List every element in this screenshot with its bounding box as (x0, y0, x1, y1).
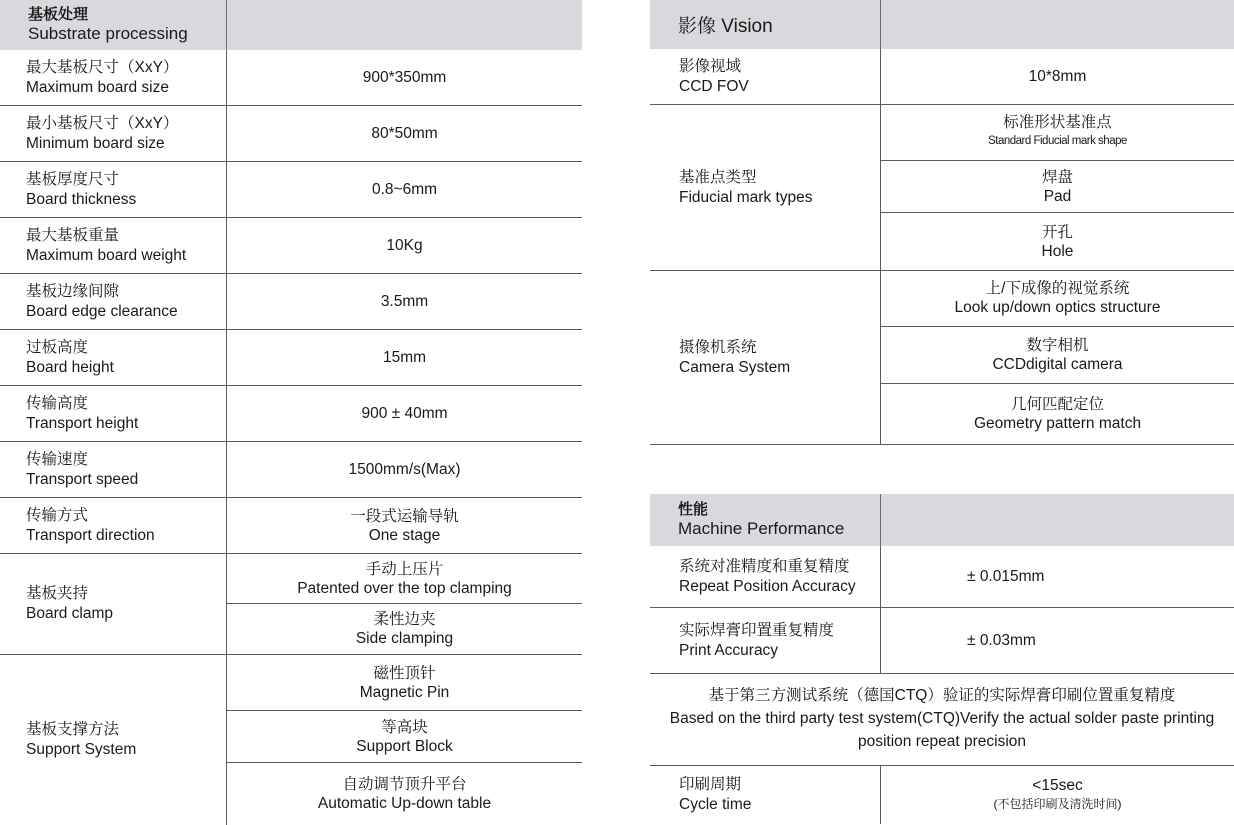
spec-label-zh: 最小基板尺寸（XxY） (26, 114, 179, 132)
option-zh: 焊盘 (1041, 168, 1073, 186)
spec-row-max-board-weight (0, 218, 582, 274)
spec-row-ccd-fov (650, 49, 1234, 105)
spec-label-zh: 基板厚度尺寸 (26, 170, 120, 188)
spec-label-zh: 传输方式 (26, 506, 89, 524)
option-zh: 标准形状基准点 (1003, 114, 1112, 132)
spec-label-en: Board thickness (26, 190, 137, 208)
vision-table (650, 0, 1234, 445)
spec-row-print-accuracy (650, 608, 1234, 674)
spec-value: ± 0.015mm (967, 568, 1045, 585)
spec-value-en: One stage (368, 526, 441, 544)
performance-table (650, 494, 1234, 824)
option-en: Pad (1043, 187, 1072, 205)
spec-value: 3.5mm (380, 293, 429, 310)
option-en: Standard Fiducial mark shape (988, 135, 1127, 148)
spec-value: 10*8mm (1028, 68, 1087, 85)
spec-value-note: (不包括印刷及清洗时间) (993, 797, 1122, 811)
performance-header-zh: 性能 (678, 501, 709, 518)
spec-row-support-system (0, 655, 582, 825)
spec-row-max-board-size (0, 50, 582, 106)
spec-label-zh: 基板边缘间隙 (26, 282, 120, 300)
support-option (227, 763, 582, 825)
spec-label-en: Minimum board size (26, 134, 165, 152)
spec-label-en: Transport height (26, 414, 139, 432)
spec-label-zh: 实际焊膏印置重复精度 (679, 621, 835, 639)
clamp-option (227, 554, 582, 604)
option-en: Side clamping (355, 630, 454, 647)
spec-value: 10Kg (386, 237, 423, 254)
option-en: Patented over the top clamping (297, 579, 512, 597)
performance-header (650, 494, 1234, 546)
spec-value: 0.8~6mm (371, 181, 438, 198)
spec-label-zh: 传输高度 (26, 394, 89, 412)
spec-label-en: Board edge clearance (26, 302, 178, 320)
option-en: Magnetic Pin (359, 683, 450, 701)
spec-row-cycle-time (650, 766, 1234, 824)
option-en: Look up/down optics structure (954, 299, 1161, 317)
spec-row-transport-height (0, 386, 582, 442)
option-zh: 几何匹配定位 (1010, 396, 1104, 414)
option-en: Support Block (356, 737, 453, 755)
vision-header (650, 0, 1234, 49)
spec-label-zh: 影像视域 (679, 57, 742, 75)
spec-label-zh: 最大基板重量 (26, 226, 120, 244)
spec-row-repeat-accuracy (650, 546, 1234, 608)
substrate-header-zh: 基板处理 (28, 6, 89, 23)
spec-row-transport-speed (0, 442, 582, 498)
option-zh: 数字相机 (1026, 337, 1089, 355)
performance-note (650, 674, 1234, 766)
spec-row-board-height (0, 330, 582, 386)
spec-row-min-board-size (0, 106, 582, 162)
fiducial-option (881, 213, 1234, 270)
spec-row-camera-system (650, 271, 1234, 445)
spec-row-board-edge-clearance (0, 274, 582, 330)
support-option (227, 655, 582, 711)
option-zh: 手动上压片 (365, 560, 444, 578)
spec-label-en: Transport direction (26, 526, 155, 544)
clamp-option (227, 604, 582, 654)
substrate-header (0, 0, 582, 50)
option-zh: 开孔 (1041, 223, 1073, 241)
note-zh: 基于第三方测试系统（德国CTQ）验证的实际焊膏印刷位置重复精度 (708, 687, 1176, 704)
spec-value: ± 0.03mm (967, 632, 1036, 649)
substrate-table (0, 0, 582, 825)
spec-label-zh: 系统对准精度和重复精度 (679, 557, 850, 575)
spec-row-transport-direction (0, 498, 582, 554)
fiducial-option (881, 105, 1234, 161)
spec-label-zh: 基板夹持 (26, 585, 89, 602)
camera-option (881, 271, 1234, 327)
spec-label-en: Maximum board weight (26, 246, 187, 264)
spec-row-fiducial-types (650, 105, 1234, 271)
substrate-header-en: Substrate processing (28, 24, 188, 43)
spec-label-en: Fiducial mark types (679, 188, 813, 206)
spec-label-en: CCD FOV (679, 77, 749, 95)
option-zh: 磁性顶针 (373, 664, 436, 682)
spec-label-en: Transport speed (26, 470, 139, 488)
option-zh: 柔性边夹 (373, 611, 436, 628)
performance-header-en: Machine Performance (678, 519, 845, 538)
option-zh: 自动调节顶升平台 (342, 776, 467, 793)
spec-label-en: Print Accuracy (679, 641, 779, 659)
spec-label-zh: 过板高度 (26, 338, 89, 356)
spec-label-en: Camera System (679, 358, 791, 376)
spec-value: 80*50mm (371, 125, 438, 142)
spec-label-en: Repeat Position Accuracy (679, 577, 856, 595)
option-zh: 上/下成像的视觉系统 (985, 280, 1130, 298)
spec-label-zh: 基板支撑方法 (26, 721, 120, 738)
spec-row-board-clamp (0, 554, 582, 655)
option-en: Geometry pattern match (973, 415, 1142, 433)
spec-label-zh: 摄像机系统 (679, 338, 757, 356)
spec-value: 900 ± 40mm (361, 405, 448, 422)
spec-label-zh: 基准点类型 (679, 168, 757, 186)
spec-row-board-thickness (0, 162, 582, 218)
spec-value-zh: 一段式运输导轨 (350, 507, 459, 525)
option-zh: 等高块 (381, 718, 428, 736)
camera-option (881, 384, 1234, 444)
spec-label-zh: 传输速度 (26, 450, 89, 468)
fiducial-option (881, 161, 1234, 214)
spec-label-zh: 最大基板尺寸（XxY） (26, 58, 179, 76)
spec-label-en: Board height (26, 358, 114, 376)
option-en: Hole (1041, 242, 1074, 260)
spec-value: 1500mm/s(Max) (348, 461, 461, 478)
spec-label-en: Cycle time (679, 796, 752, 813)
spec-label-en: Maximum board size (26, 78, 169, 96)
support-option (227, 711, 582, 763)
spec-label-zh: 印刷周期 (679, 776, 742, 793)
spec-value: <15sec (1032, 777, 1083, 794)
spec-label-en: Support System (26, 741, 137, 758)
option-en: CCDdigital camera (992, 356, 1123, 374)
camera-option (881, 327, 1234, 385)
spec-value: 15mm (382, 349, 427, 366)
vision-header-title: 影像 Vision (678, 16, 773, 37)
option-en: Automatic Up-down table (317, 795, 492, 812)
spec-value: 900*350mm (362, 69, 447, 86)
spec-label-en: Board clamp (26, 605, 114, 622)
note-en: Based on the third party test system(CTQ)Verify the actual solder paste printing position repeat precision (669, 710, 1215, 750)
